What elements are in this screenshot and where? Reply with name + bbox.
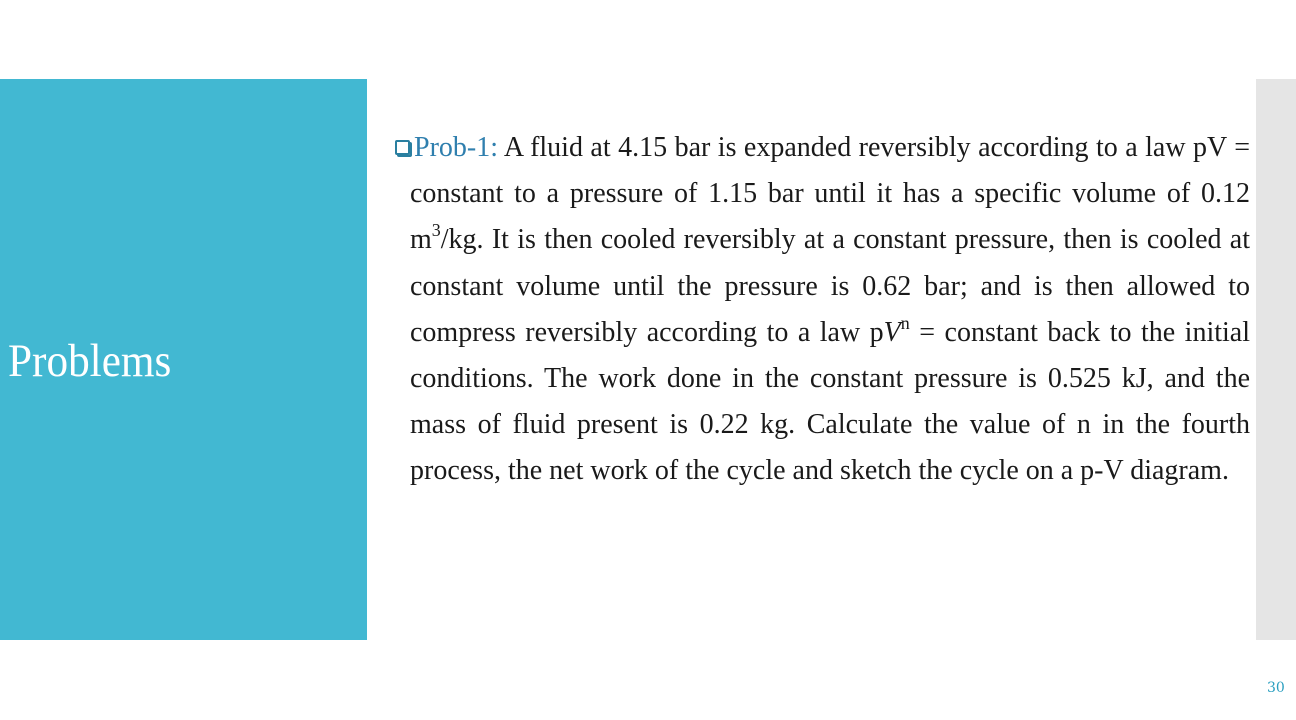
problem-statement [395,125,1250,495]
exponent-superscript: n [900,312,910,333]
problem-label: Prob-1: [414,132,498,163]
problem-text-part-1: A fluid at 4.15 bar is expanded reversibly according to a law p [498,132,1208,163]
problem-text-part-2: = constant to a pressure of 1.15 bar until it has a specific volume of 0.12 m [410,132,1250,256]
problem-text-part-3: /kg. It is then cooled reversibly at a constant pressure, then is cooled at constant volume until the pressure is 0.62 bar; and is then allowed to compress reversibly according to a law p [410,224,1250,348]
volume-symbol-italic: V [883,316,901,348]
page-number: 30 [1267,680,1285,696]
volume-symbol: V [1207,132,1227,163]
square-bullet-icon [395,140,410,155]
section-title: Problems [8,335,172,387]
unit-superscript: 3 [431,220,441,241]
right-decorative-strip [1256,79,1296,640]
problem-text-part-4: = constant back to the initial conditions. The work done in the constant pressure is 0.525 kJ, and the mass of fluid present is 0.22 kg. Calculate the value of n in the fourth process, the net work of the cycle and sketch the cycle on a p-V diagram. [410,316,1250,487]
